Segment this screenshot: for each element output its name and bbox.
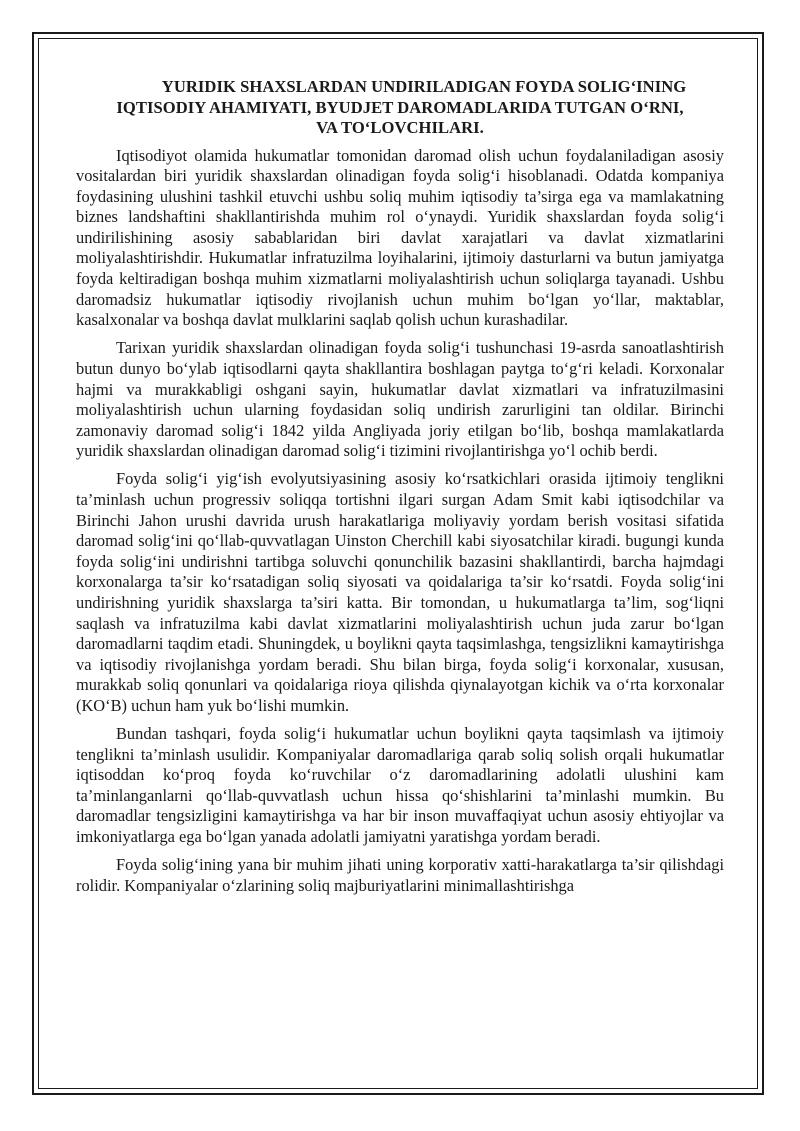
paragraph-4: Bundan tashqari, foyda solig‘i hukumatlar uchun boylikni qayta taqsimlash va ijtimoiy tenglikni ta’minlash usulidir. Kompaniyalar daromadlariga qarab soliq solish orqali hukumatlar iqtisoddan ko‘proq foyda ko‘ruvchilar o‘z daromadlarining adolatli ulushini kam ta’minlanganlarni qo‘llab-quvvatlash uchun hissa qo‘shishlarini ta’minlashi mumkin. Bu daromadlar tengsizligini kamaytirishga va har bir inson muvaffaqiyat uchun asosiy ehtiyojlar va imkoniyatlarga ega bo‘lgan yanada adolatli jamiyatni yaratishga yordam beradi.: [76, 724, 724, 846]
paragraph-2: Tarixan yuridik shaxslardan olinadigan foyda solig‘i tushunchasi 19-asrda sanoatlashtirish butun dunyo bo‘ylab iqtisodlarni qayta shakllantira boshlagan paytga to‘g‘ri keladi. Korxonalar hajmi va murakkabligi oshgani sayin, hukumatlar davlat xizmatlari va infratuzilmasini moliyalashtirish uchun ularning foydasidan soliq undirish zarurligini tan oldilar. Birinchi zamonaviy daromad solig‘i 1842 yilda Angliyada joriy etilgan bo‘lib, boshqa mamlakatlarda yuridik shaxslardan olinadigan daromad solig‘i tizimini rivojlantirishga yo‘l ochib berdi.: [76, 338, 724, 461]
title-line-2: IQTISODIY AHAMIYATI, BYUDJET DAROMADLARIDA TUTGAN O‘RNI,: [116, 97, 684, 117]
title-line-3: VA TO‘LOVCHILARI.: [316, 118, 484, 137]
title-line-1: YURIDIK SHAXSLARDAN UNDIRILADIGAN FOYDA SOLIG‘INING: [161, 77, 687, 96]
document-title: [76, 77, 724, 139]
paragraph-5: Foyda solig‘ining yana bir muhim jihati uning korporativ xatti-harakatlarga ta’sir qilishdagi rolidir. Kompaniyalar o‘zlarining soliq majburiyatlarini minimallashtirishga: [76, 855, 724, 895]
document-body: [76, 77, 724, 1067]
paragraph-1: Iqtisodiyot olamida hukumatlar tomonidan daromad olish uchun foydalaniladigan asosiy vositalardan biri yuridik shaxslardan olinadigan foyda solig‘i hisoblanadi. Odatda kompaniya foydasining ulushini tashkil etuvchi ushbu soliq muhim iqtisodiy ta’sirga ega va mamlakatning biznes landshaftini shakllantirishda muhim rol o‘ynaydi. Yuridik shaxslardan foyda solig‘i undirilishining asosiy sabablaridan biri davlat xarajatlari va davlat xizmatlarini moliyalashtirishdir. Hukumatlar infratuzilma loyihalarini, ijtimoiy dasturlarni va butun jamiyatga foyda keltiradigan boshqa muhim xizmatlarni moliyalashtirish uchun soliqlarga tayanadi. Ushbu daromadsiz hukumatlar iqtisodiy rivojlanish uchun muhim bo‘lgan yo‘llar, maktablar, kasalxonalar va boshqa davlat mulklarini saqlab qolish uchun kurashadilar.: [76, 145, 724, 330]
paragraph-3: Foyda solig‘i yig‘ish evolyutsiyasining asosiy ko‘rsatkichlari orasida ijtimoiy tenglikni ta’minlash uchun progressiv soliqqa tortishni ilgari surgan Adam Smit kabi iqtisodchilar va Birinchi Jahon urushi davrida urush harakatlariga moliyaviy yordam berish vositasi sifatida daromad solig‘ini qo‘llab-quvvatlagan Uinston Cherchill kabi siyosatchilar kiradi. bugungi kunda foyda solig‘ini undirishni tartibga soluvchi qonunchilik bazasini shakllantirdi, barcha hajmdagi korxonalarga ta’sir ko‘rsatadigan soliq siyosati va qoidalariga ta’sir ko‘rsatdi. Foyda solig‘ini undirishning yuridik shaxslarga ta’siri katta. Bir tomondan, u hukumatlarga ta’lim, sog‘liqni saqlash va infratuzilma kabi davlat xizmatlarini moliyalashtirish uchun juda zarur bo‘lgan daromadlarni taqdim etadi. Shuningdek, u boylikni qayta taqsimlashga, tengsizlikni kamaytirishga va iqtisodiy rivojlanishga yordam beradi. Shu bilan birga, foyda solig‘i korxonalar, xususan, murakkab soliq qonunlari va qoidalariga rioya qilishda qiynalayotgan kichik va o‘rta korxonalar (KO‘B) uchun ham yuk bo‘lishi mumkin.: [76, 469, 724, 715]
